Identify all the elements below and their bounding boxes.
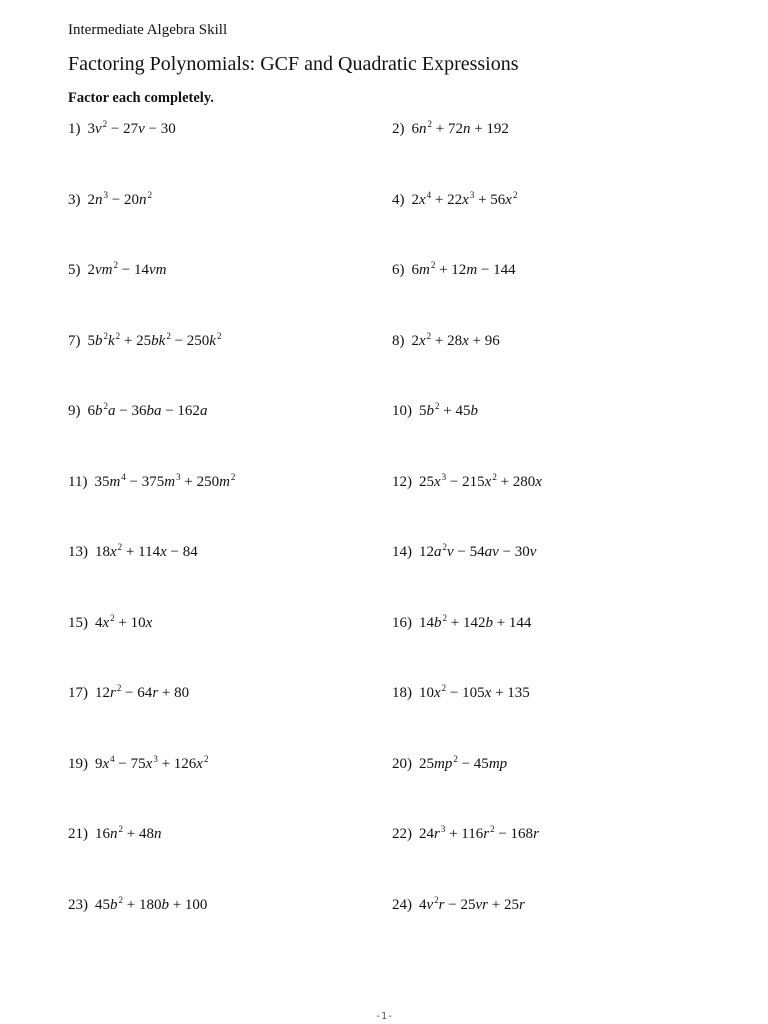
problem-number: 8) <box>392 332 405 349</box>
problem-expression: $12a^2v - 54av - 30v$ <box>419 542 537 560</box>
problem-expression: $25x^3 - 215x^2 + 280x$ <box>419 471 542 490</box>
problem-number: 6) <box>392 262 405 278</box>
problem-expression: $18x^2 + 114x - 84$ <box>95 542 198 560</box>
problem-expression: $2x^4 + 22x^3 + 56x^2$ <box>411 189 518 208</box>
problem-number: 11) <box>68 473 88 490</box>
problem-number: 24) <box>392 896 412 913</box>
problem-number: 1) <box>68 121 81 137</box>
problem-item <box>68 824 161 844</box>
problem-number: 16) <box>392 614 412 631</box>
problem-number: 5) <box>68 262 81 278</box>
problem-item <box>392 472 542 492</box>
problem-item <box>392 824 539 844</box>
problem-item <box>68 119 176 139</box>
instructions: Factor each completely. <box>68 90 214 106</box>
problem-item <box>392 613 531 633</box>
problem-item <box>68 190 152 210</box>
problem-number: 20) <box>392 755 412 772</box>
problem-number: 13) <box>68 544 88 560</box>
problem-expression: $6b^2a - 36ba - 162a$ <box>87 401 208 419</box>
problem-expression: $14b^2 + 142b + 144$ <box>419 612 532 631</box>
problem-number: 22) <box>392 826 412 842</box>
problem-expression: $10x^2 - 105x + 135$ <box>419 683 530 701</box>
course-name: Intermediate Algebra Skill <box>68 22 228 38</box>
problem-expression: $4v^2r - 25vr + 25r$ <box>419 894 525 913</box>
problem-item <box>68 613 152 633</box>
problem-expression: $9x^4 - 75x^3 + 126x^2$ <box>95 753 209 772</box>
problem-number: 3) <box>68 191 81 208</box>
problem-number: 17) <box>68 685 88 701</box>
problem-expression: $12r^2 - 64r + 80$ <box>95 683 190 701</box>
problem-item <box>68 542 198 562</box>
problem-expression: $45b^2 + 180b + 100$ <box>95 894 208 913</box>
problem-item <box>392 401 478 421</box>
problem-number: 15) <box>68 614 88 631</box>
problem-item <box>68 754 208 774</box>
page-number: -1- <box>374 1011 394 1022</box>
problem-number: 9) <box>68 403 81 419</box>
problem-number: 7) <box>68 332 81 349</box>
problem-number: 14) <box>392 544 412 560</box>
problem-expression: $5b^2 + 45b$ <box>419 401 478 419</box>
problem-item <box>392 119 509 139</box>
problem-number: 12) <box>392 473 412 490</box>
problem-item <box>68 472 235 492</box>
problem-expression: $35m^4 - 375m^3 + 250m^2$ <box>94 471 236 490</box>
problem-item <box>392 331 500 351</box>
problem-expression: $5b^2k^2 + 25bk^2 - 250k^2$ <box>87 330 222 349</box>
problem-item <box>392 260 516 280</box>
problem-item <box>392 190 517 210</box>
problem-item <box>68 401 207 421</box>
problem-expression: $2n^3 - 20n^2$ <box>87 189 152 208</box>
problem-expression: $6m^2 + 12m - 144$ <box>411 260 516 278</box>
problem-item <box>392 683 530 703</box>
problem-item <box>68 260 166 280</box>
problem-expression: $25mp^2 - 45mp$ <box>419 753 508 772</box>
problem-item <box>392 754 507 774</box>
problem-item <box>68 895 207 915</box>
problem-number: 19) <box>68 755 88 772</box>
problem-number: 10) <box>392 403 412 419</box>
problem-expression: $24r^3 + 116r^2 - 168r$ <box>419 824 539 842</box>
problem-number: 18) <box>392 685 412 701</box>
problem-item <box>68 331 221 351</box>
problem-expression: $6n^2 + 72n + 192$ <box>411 119 509 137</box>
problem-expression: $4x^2 + 10x$ <box>95 612 153 631</box>
problem-number: 23) <box>68 896 88 913</box>
problem-number: 2) <box>392 121 405 137</box>
problem-item <box>392 542 536 562</box>
problem-expression: $2vm^2 - 14vm$ <box>87 260 167 278</box>
problem-item <box>68 683 189 703</box>
problem-item <box>392 895 525 915</box>
problem-expression: $2x^2 + 28x + 96$ <box>411 330 500 349</box>
problem-number: 21) <box>68 826 88 842</box>
worksheet-title: Factoring Polynomials: GCF and Quadratic Expressions <box>68 53 519 75</box>
problem-number: 4) <box>392 191 405 208</box>
problem-expression: $16n^2 + 48n$ <box>95 824 162 842</box>
problem-expression: $3v^2 - 27v - 30$ <box>87 119 176 137</box>
